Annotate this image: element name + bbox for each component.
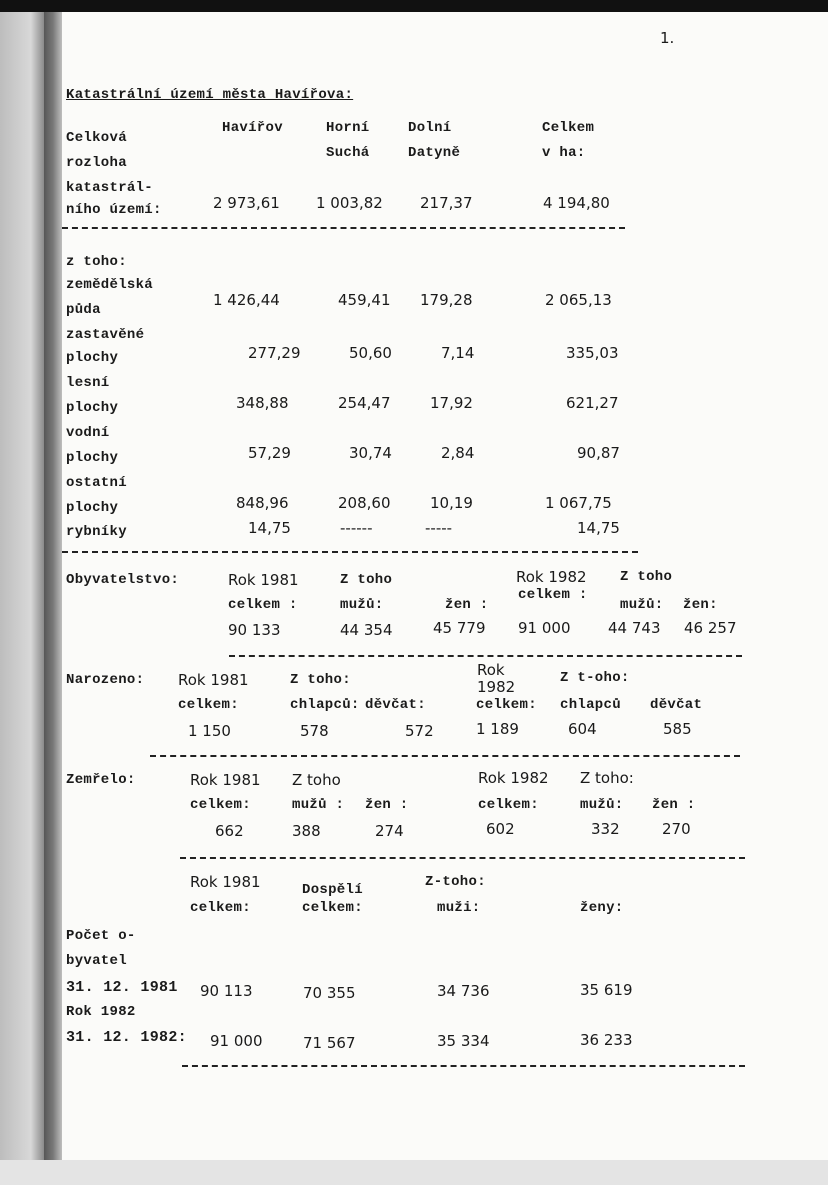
value: 35 334 — [437, 1032, 490, 1050]
value: 14,75 — [248, 519, 291, 537]
divider — [150, 755, 740, 757]
value: 208,60 — [338, 494, 391, 512]
page-number: 1. — [660, 29, 675, 47]
col-header: chlapců: — [290, 697, 360, 713]
col-header: děvčat — [650, 697, 703, 713]
col-header: Havířov — [222, 120, 283, 136]
row-label: zemědělská — [66, 277, 154, 293]
col-header: mužů: — [580, 797, 624, 813]
value: 91 000 — [518, 619, 571, 637]
row-label: katastrál- — [66, 180, 154, 196]
col-header: Horní — [326, 120, 370, 136]
page-spine-shadow — [44, 0, 62, 1160]
value: 57,29 — [248, 444, 291, 462]
value: 35 619 — [580, 981, 633, 999]
value: 277,29 — [248, 344, 301, 362]
divider — [62, 227, 625, 229]
col-header: celkem: — [190, 900, 251, 916]
value: 45 779 — [433, 619, 486, 637]
value: 1 067,75 — [545, 494, 612, 512]
value: 1 426,44 — [213, 291, 280, 309]
value: 1 150 — [188, 722, 231, 740]
value: 2,84 — [441, 444, 475, 462]
value: 1 003,82 — [316, 194, 383, 212]
col-header: mužů : — [292, 797, 345, 813]
value: 602 — [486, 820, 515, 838]
col-header: žen : — [365, 797, 409, 813]
divider — [180, 857, 745, 859]
value: 17,92 — [430, 394, 473, 412]
row-label: rozloha — [66, 155, 127, 171]
col-header: Z toho — [292, 771, 341, 789]
col-header: celkem: — [478, 797, 539, 813]
section-title: Katastrální území města Havířova: — [66, 87, 354, 103]
col-header: celkem : — [228, 597, 298, 613]
col-header: Z toho: — [290, 672, 351, 688]
col-header: celkem: — [302, 900, 363, 916]
col-header: děvčat: — [365, 697, 426, 713]
value: 7,14 — [441, 344, 475, 362]
row-label: z toho: — [66, 254, 127, 270]
row-label: plochy — [66, 400, 119, 416]
col-header: Rok 1982 — [516, 568, 587, 586]
value: 14,75 — [577, 519, 620, 537]
value: 44 354 — [340, 621, 393, 639]
value: 1 189 — [476, 720, 519, 738]
col-header: Z toho — [340, 572, 393, 588]
value: 30,74 — [349, 444, 392, 462]
row-label: Obyvatelstvo: — [66, 572, 180, 588]
row-date: 31. 12. 1981 — [66, 979, 178, 996]
col-header: Z toho: — [580, 769, 634, 787]
col-header: chlapců — [560, 697, 621, 713]
value: 71 567 — [303, 1034, 356, 1052]
col-header: Rok 1981 — [190, 873, 261, 891]
col-header: žen: — [683, 597, 718, 613]
col-header: celkem: — [178, 697, 239, 713]
row-label: půda — [66, 302, 101, 318]
value: 4 194,80 — [543, 194, 610, 212]
col-header: Dolní — [408, 120, 452, 136]
scan-border-bottom — [0, 1160, 828, 1185]
value: 621,27 — [566, 394, 619, 412]
divider — [229, 655, 742, 657]
value: 848,96 — [236, 494, 289, 512]
row-label: plochy — [66, 450, 119, 466]
col-header: celkem : — [518, 587, 588, 603]
value: 662 — [215, 822, 244, 840]
col-header: Z t-oho: — [560, 670, 630, 686]
value: 90,87 — [577, 444, 620, 462]
row-label: Rok 1982 — [66, 1004, 136, 1020]
col-header: mužů: — [620, 597, 664, 613]
row-label: Celková — [66, 130, 127, 146]
col-header: mužů: — [340, 597, 384, 613]
divider — [62, 551, 638, 553]
row-label: plochy — [66, 350, 119, 366]
row-label: ostatní — [66, 475, 127, 491]
col-header: Rok 1981 — [228, 571, 299, 589]
col-header: Z toho — [620, 569, 673, 585]
row-label: zastavěné — [66, 327, 145, 343]
value: 335,03 — [566, 344, 619, 362]
row-label: Narozeno: — [66, 672, 145, 688]
value: 34 736 — [437, 982, 490, 1000]
value: 388 — [292, 822, 321, 840]
value: 578 — [300, 722, 329, 740]
scan-border-left — [0, 0, 44, 1185]
col-header: žen : — [445, 597, 489, 613]
value: 270 — [662, 820, 691, 838]
col-header: Z-toho: — [425, 874, 486, 890]
col-header: v ha: — [542, 145, 586, 161]
col-header: muži: — [437, 900, 481, 916]
value: 604 — [568, 720, 597, 738]
value: 348,88 — [236, 394, 289, 412]
value: 44 743 — [608, 619, 661, 637]
row-label: Počet o- — [66, 928, 136, 944]
value: 70 355 — [303, 984, 356, 1002]
row-label: vodní — [66, 425, 110, 441]
value: 10,19 — [430, 494, 473, 512]
col-header: Datyně — [408, 145, 461, 161]
value: 332 — [591, 820, 620, 838]
value: 50,60 — [349, 344, 392, 362]
value: 2 973,61 — [213, 194, 280, 212]
value: 585 — [663, 720, 692, 738]
col-header: celkem: — [190, 797, 251, 813]
col-header: ženy: — [580, 900, 624, 916]
scan-border-top — [0, 0, 828, 12]
value: ----- — [425, 519, 453, 537]
row-date: 31. 12. 1982: — [66, 1029, 187, 1046]
col-header: Rok 1981 — [190, 771, 261, 789]
value: 179,28 — [420, 291, 473, 309]
row-label: rybníky — [66, 524, 127, 540]
col-header: 1982 — [477, 678, 516, 696]
col-header: Celkem — [542, 120, 595, 136]
col-header: Suchá — [326, 145, 370, 161]
value: 90 133 — [228, 621, 281, 639]
col-header: celkem: — [476, 697, 537, 713]
value: 217,37 — [420, 194, 473, 212]
divider — [182, 1065, 745, 1067]
value: 91 000 — [210, 1032, 263, 1050]
row-label: byvatel — [66, 953, 127, 969]
col-header: Rok — [477, 661, 505, 679]
col-header: Rok 1982 — [478, 769, 549, 787]
row-label: ního území: — [66, 202, 162, 218]
value: 2 065,13 — [545, 291, 612, 309]
value: ------ — [340, 519, 373, 537]
value: 459,41 — [338, 291, 391, 309]
col-header: žen : — [652, 797, 696, 813]
value: 46 257 — [684, 619, 737, 637]
col-header: Dospělí — [302, 882, 363, 898]
value: 274 — [375, 822, 404, 840]
row-label: plochy — [66, 500, 119, 516]
value: 36 233 — [580, 1031, 633, 1049]
value: 572 — [405, 722, 434, 740]
value: 254,47 — [338, 394, 391, 412]
col-header: Rok 1981 — [178, 671, 249, 689]
row-label: Zemřelo: — [66, 772, 136, 788]
row-label: lesní — [66, 375, 110, 391]
value: 90 113 — [200, 982, 253, 1000]
